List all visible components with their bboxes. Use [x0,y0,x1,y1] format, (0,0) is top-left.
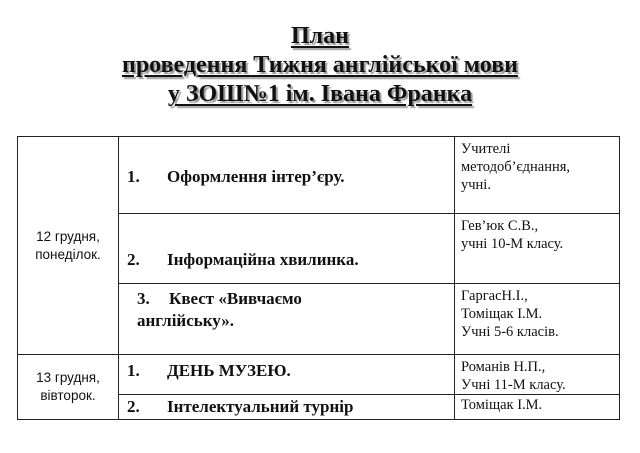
responsible-cell [455,284,620,355]
event-title: Інформаційна хвилинка. [167,249,359,269]
responsible-line: Романів Н.П., [461,359,546,375]
day-weekday: понеділок. [35,246,101,262]
responsible-cell [455,395,620,420]
event-number: 2. [127,249,140,269]
day-cell-monday [18,137,119,355]
day-cell-tuesday [18,355,119,420]
responsible-cell [455,214,620,284]
event-title: Інтелектуальний турнір [167,397,354,416]
title-line-3: у ЗОШ№1 ім. Івана Франка [167,81,473,107]
event-title-line-2: англійську». [137,311,234,330]
responsible-cell [455,137,620,214]
event-cell [119,284,455,355]
event-number: 3. [137,289,150,308]
event-title: ДЕНЬ МУЗЕЮ. [167,361,291,380]
event-title: Оформлення інтер’єру. [167,167,345,186]
title-line-1: План [291,23,349,49]
schedule-table [17,136,620,420]
page-title [0,22,640,109]
event-number: 1. [127,167,140,186]
event-cell [119,214,455,284]
responsible-line: Гев’юк С.В., [461,218,539,234]
event-title-line-1: Квест «Вивчаємо [169,289,302,308]
event-cell [119,137,455,214]
responsible-line: методоб’єднання, [461,159,571,175]
responsible-line: ГаргасН.І., [461,288,528,304]
day-date: 12 грудня, [36,228,100,244]
title-line-2: проведення Тижня англійської мови [122,52,518,78]
responsible-line: Учні 5-6 класів. [461,324,559,340]
table-row [18,355,620,395]
responsible-line: учні 10-М класу. [461,236,564,252]
day-weekday: вівторок. [40,388,96,403]
responsible-line: Учні 11-М класу. [461,377,566,393]
responsible-line: Учителі [461,141,511,157]
event-number: 1. [127,361,140,380]
event-number: 2. [127,397,140,416]
responsible-line: Томіщак І.М. [461,306,543,322]
responsible-line: Томіщак І.М. [461,397,543,413]
event-cell [119,355,455,395]
responsible-cell [455,355,620,395]
responsible-line: учні. [461,177,491,193]
day-date: 13 грудня, [36,370,100,385]
table-row [18,137,620,214]
event-cell [119,395,455,420]
